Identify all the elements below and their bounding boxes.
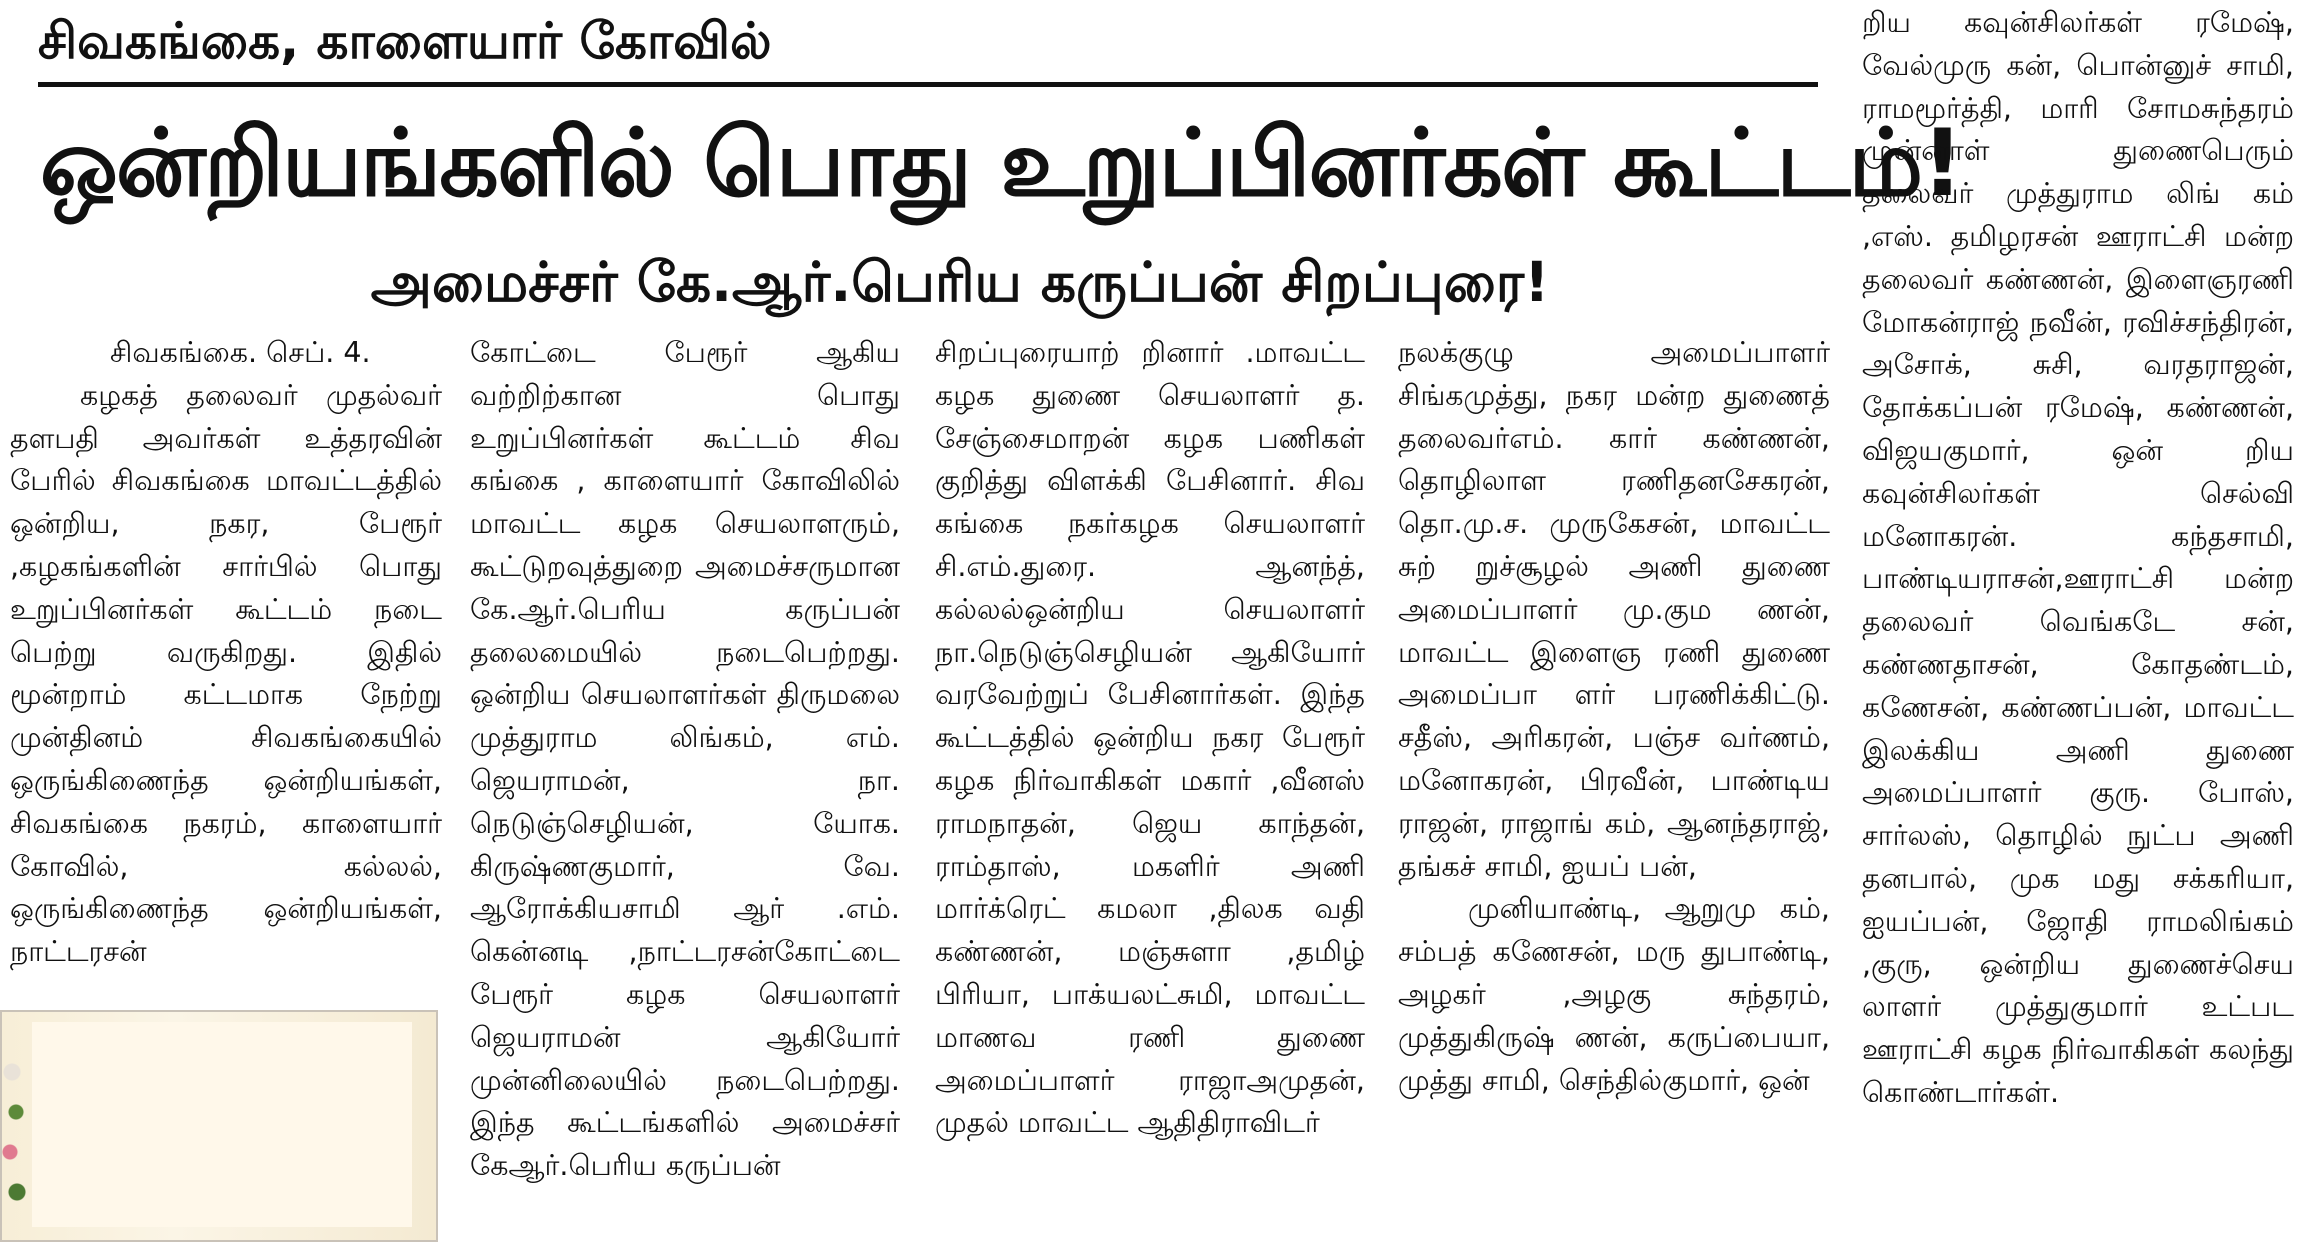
article-column-2	[470, 332, 900, 1242]
news-photo	[0, 1010, 438, 1242]
kicker-rule	[38, 82, 1818, 87]
section-kicker: சிவகங்கை, காளையார் கோவில்	[38, 12, 772, 70]
paragraph: முனியாண்டி, ஆறுமு கம், சம்பத் கணேசன், மரு துபாண்டி, அழகர் ,அழகு சுந்தரம், முத்துகிருஷ் ணன், கருப்பையா, முத்து சாமி, செந்தில்குமார், ஒன்	[1398, 892, 1830, 1097]
headline: ஒன்றியங்களில் பொது உறுப்பினர்கள் கூட்டம்!	[40, 109, 1962, 217]
flower-garland	[2, 1052, 28, 1212]
article-column-4	[1398, 332, 1830, 1242]
paragraph: கழகத் தலைவர் முதல்வர் தளபதி அவர்கள் உத்தரவின் பேரில் சிவகங்கை மாவட்டத்தில் ஒன்றிய, நகர, பேரூர் ,கழகங்களின் சார்பில் பொது உறுப்பினர்கள் கூட்டம் நடை பெற்று வருகிறது. இதில் மூன்றாம் கட்டமாக நேற்று முன்தினம் சிவகங்கையில் ஒருங்கிணைந்த ஒன்றியங்கள், சிவகங்கை நகரம், காளையார் கோவில், கல்லல், ஒருங்கிணைந்த ஒன்றியங்கள், நாட்டரசன்	[10, 378, 442, 969]
photo-backdrop	[32, 1022, 412, 1227]
article-column-5	[1862, 2, 2294, 1242]
paragraph: சிறப்புரையாற் றினார் .மாவட்ட கழக துணை செயலாளர் த. சேஞ்சைமாறன் கழக பணிகள் குறித்து விளக்கி பேசினார். சிவ கங்கை நகர்கழக செயலாளர் சி.எம்.துரை. ஆனந்த், கல்லல்ஒன்றிய செயலாளர் நா.நெடுஞ்செழியன் ஆகியோர் வரவேற்றுப் பேசினார்கள். இந்த கூட்டத்தில் ஒன்றிய நகர பேரூர் கழக நிர்வாகிகள் மகார் ,வீனஸ் ராமநாதன், ஜெய காந்தன், ராம்தாஸ், மகளிர் அணி மார்க்ரெட் கமலா ,திலக வதி கண்ணன், மஞ்சுளா ,தமிழ் பிரியா, பாக்யலட்சுமி, மாவட்ட மாணவ ரணி துணை அமைப்பாளர் ராஜாஅமுதன், முதல் மாவட்ட ஆதிதிராவிடர்	[935, 336, 1365, 1140]
article-column-1	[10, 332, 442, 982]
paragraph: றிய கவுன்சிலர்கள் ரமேஷ், வேல்முரு கன், பொன்னுச் சாமி, ராமமூர்த்தி, மாரி சோமசுந்தரம் முன்னாள் துணைபெரும் தலைவர் முத்துராம லிங் கம் ,எஸ். தமிழரசன் ஊராட்சி மன்ற தலைவர் கண்ணன், இளைஞரணி மோகன்ராஜ் நவீன், ரவிச்சந்திரன், அசோக், சுசி, வரதராஜன், தோக்கப்பன் ரமேஷ், கண்ணன், விஜயகுமார், ஒன் றிய கவுன்சிலர்கள் செல்வி மனோகரன். கந்தசாமி, பாண்டியராசன்,ஊராட்சி மன்ற தலைவர் வெங்கடே சன், கண்ணதாசன், கோதண்டம், கணேசன், கண்ணப்பன், மாவட்ட இலக்கிய அணி துணை அமைப்பாளர் குரு. போஸ், சார்லஸ், தொழில் நுட்ப அணி தனபால், முக மது சக்கரியா, ஐயப்பன், ஜோதி ராமலிங்கம் ,குரு, ஒன்றிய துணைச்செய லாளர் முத்துகுமார் உட்பட ஊராட்சி கழக நிர்வாகிகள் கலந்து கொண்டார்கள்.	[1862, 6, 2294, 1109]
dateline: சிவகங்கை. செப். 4.	[110, 336, 371, 369]
paragraph: கோட்டை பேரூர் ஆகிய வற்றிற்கான பொது உறுப்பினர்கள் கூட்டம் சிவ கங்கை , காளையார் கோவிலில் மாவட்ட கழக செயலாளரும், கூட்டுறவுத்துறை அமைச்சருமான கே.ஆர்.பெரிய கருப்பன் தலைமையில் நடைபெற்றது. ஒன்றிய செயலாளர்கள் திருமலை முத்துராம லிங்கம், எம். ஜெயராமன், நா. நெடுஞ்செழியன், யோக. கிருஷ்ணகுமார், வே. ஆரோக்கியசாமி ஆர் .எம். கென்னடி ,நாட்டரசன்கோட்டை பேரூர் கழக செயலாளர் ஜெயராமன் ஆகியோர் முன்னிலையில் நடைபெற்றது. இந்த கூட்டங்களில் அமைச்சர் கேஆர்.பெரிய கருப்பன்	[470, 336, 900, 1183]
paragraph: நலக்குழு அமைப்பாளர் சிங்கமுத்து, நகர மன்ற துணைத் தலைவர்எம். கார் கண்ணன், தொழிலாள ரணிதனசேகரன், தொ.மு.ச. முருகேசன், மாவட்ட சுற் றுச்சூழல் அணி துணை அமைப்பாளர் மு.கும ணன், மாவட்ட இளைஞ ரணி துணை அமைப்பா ளர் பரணிக்கிட்டு. சதீஸ், அரிகரன், பஞ்ச வர்ணம், மனோகரன், பிரவீன், பாண்டிய ராஜன், ராஜாங் கம், ஆனந்தராஜ், தங்கச் சாமி, ஐயப் பன்,	[1398, 336, 1830, 883]
subheadline: அமைச்சர் கே.ஆர்.பெரிய கருப்பன் சிறப்புரை!	[370, 250, 1550, 314]
article-column-3	[935, 332, 1365, 1242]
